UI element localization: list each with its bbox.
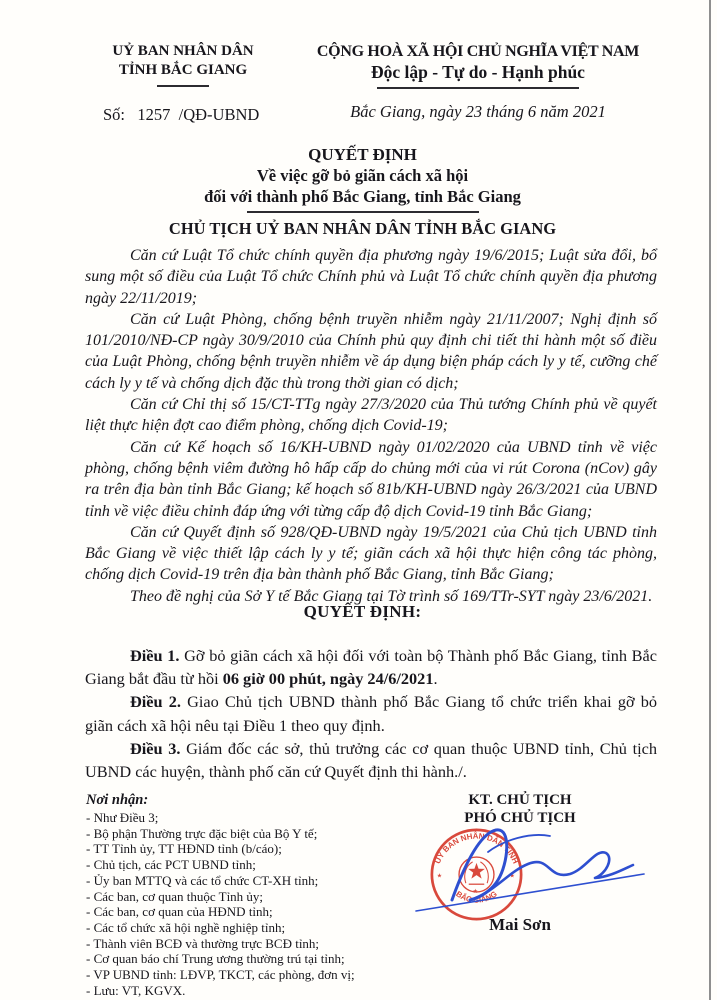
recital-paragraph: Căn cứ Luật Phòng, chống bệnh truyền nhiễm ngày 21/11/2007; Nghị định số 101/2010/NĐ-CP ngày 30/9/2010 của Chính phủ quy định chi tiết thi hành một số điều của Luật Phòng, chống bệnh truyền nhiễm về áp dụng biện pháp cách ly y tế, cưỡng chế cách ly y tế và chống dịch đặc thù trong thời gian có dịch; — [85, 310, 657, 392]
document-subject-line2: đối với thành phố Bắc Giang, tỉnh Bắc Giang — [204, 187, 521, 206]
issuer-title: CHỦ TỊCH UỶ BAN NHÂN DÂN TỈNH BẮC GIANG — [168, 219, 557, 238]
seal-text-top: UỶ BAN NHÂN DÂN TỈNH — [432, 831, 521, 866]
recipient-item: - Như Điều 3; — [86, 810, 159, 825]
recipients-heading: Nơi nhận: — [86, 792, 149, 808]
title-underline — [247, 211, 479, 213]
decision-heading: QUYẾT ĐỊNH: — [303, 602, 422, 621]
recipient-item: - Cơ quan báo chí Trung ương thường trú tại tỉnh; — [86, 951, 345, 967]
recipient-item: - Chủ tịch, các PCT UBND tỉnh; — [86, 857, 256, 873]
seal-star-right-icon: ★ — [509, 873, 515, 880]
article-label: Điều 3. — [130, 738, 181, 758]
recital-paragraph: Căn cứ Chỉ thị số 15/CT-TTg ngày 27/3/2020 của Thủ tướng Chính phủ về quyết liệt thực hiện đợt cao điểm phòng, chống dịch Covid-19; — [85, 396, 657, 435]
article-label: Điều 2. — [130, 692, 181, 712]
recipient-item: - Các ban, cơ quan thuộc Tỉnh ủy; — [86, 888, 264, 904]
seal-star-bottom-icon: ★ — [472, 888, 478, 895]
article-text: Giám đốc các sở, thủ trưởng các cơ quan thuộc UBND tỉnh, Chủ tịch UBND các huyện, thành phố căn cứ Quyết định thi hành./. — [85, 738, 657, 782]
handwritten-signature — [400, 812, 650, 922]
recital-paragraph: Căn cứ Kế hoạch số 16/KH-UBND ngày 01/02/2020 của UBND tỉnh về việc phòng, chống bệnh viêm đường hô hấp cấp do chủng mới của vi rút Corona (nCov) gây ra trên địa bàn tỉnh Bắc Giang; kế hoạch số 81b/KH-UBND ngày 26/3/2021 của UBND tỉnh về việc điều chỉnh đáp ứng với từng cấp độ dịch Covid-19 tỉnh Bắc Giang; — [85, 438, 657, 520]
document-type: QUYẾT ĐỊNH — [308, 145, 417, 164]
agency-name-line2: TỈNH BẮC GIANG — [118, 62, 248, 78]
article-text: Gỡ bỏ giãn cách xã hội đối với toàn bộ Thành phố Bắc Giang, tỉnh Bắc Giang bắt đầu từ hồi — [85, 646, 657, 689]
article-paragraph — [85, 690, 657, 736]
national-motto-block — [312, 42, 644, 89]
articles-section — [85, 644, 657, 783]
article-bold-text: 06 giờ 00 phút, ngày 24/6/2021 — [222, 669, 434, 689]
recipient-item: - Thành viên BCĐ và thường trực BCĐ tỉnh; — [86, 935, 320, 951]
recipient-item: - Lưu: VT, KGVX. — [86, 982, 186, 998]
recipients-list — [86, 810, 418, 998]
article-label: Điều 1. — [130, 646, 180, 665]
recipient-item: - Các ban, cơ quan của HĐND tỉnh; — [86, 904, 273, 920]
recitals-section — [85, 245, 657, 607]
recipient-item: - Ủy ban MTTQ và các tổ chức CT-XH tỉnh; — [86, 872, 319, 888]
page-edge-line — [709, 0, 711, 1000]
document-number: Số: 1257 /QĐ-UBND — [103, 105, 260, 124]
signing-authority-line2: PHÓ CHỦ TỊCH — [464, 810, 576, 826]
national-motto: Độc lập - Tự do - Hạnh phúc — [371, 62, 585, 82]
seal-text-bottom: BẮC GIANG — [454, 889, 499, 905]
recipients-section — [86, 792, 418, 998]
recipient-item: - Các tổ chức xã hội nghề nghiệp tỉnh; — [86, 919, 286, 935]
recital-paragraph: Căn cứ Quyết định số 928/QĐ-UBND ngày 19/5/2021 của Chủ tịch UBND tỉnh Bắc Giang về việc thiết lập cách ly y tế; giãn cách xã hội thực hiện công tác phòng, chống dịch Covid-19 trên địa bàn thành phố Bắc Giang, tỉnh Bắc Giang; — [85, 523, 657, 584]
recital-paragraph: Theo đề nghị của Sở Y tế Bắc Giang tại Tờ trình số 169/TTr-SYT ngày 23/6/2021. — [130, 587, 653, 605]
document-title-block — [80, 144, 645, 213]
place-and-date: Bắc Giang, ngày 23 tháng 6 năm 2021 — [350, 102, 606, 121]
motto-underline — [377, 87, 579, 89]
article-text: Giao Chủ tịch UBND thành phố Bắc Giang tổ chức triển khai gỡ bỏ giãn cách xã hội nêu tại Điều 1 theo quy định. — [85, 692, 657, 735]
signing-authority-line1: KT. CHỦ TỊCH — [468, 792, 572, 808]
agency-underline — [157, 85, 209, 87]
recital-paragraph: Căn cứ Luật Tổ chức chính quyền địa phương ngày 19/6/2015; Luật sửa đổi, bổ sung một số điều của Luật Tổ chức Chính phủ và Luật Tổ chức chính quyền địa phương ngày 22/11/2019; — [85, 247, 657, 307]
article-text-tail: . — [433, 669, 438, 689]
signer-name: Mai Sơn — [489, 915, 551, 934]
agency-name-line1: UỶ BAN NHÂN DÂN — [112, 43, 254, 59]
seal-star-left-icon: ★ — [436, 873, 442, 880]
article-paragraph — [85, 644, 657, 690]
recipient-item: - VP UBND tỉnh: LĐVP, TKCT, các phòng, đơn vị; — [86, 967, 355, 983]
recipient-item: - TT Tỉnh ủy, TT HĐND tỉnh (b/cáo); — [86, 841, 282, 857]
recipient-item: - Bộ phận Thường trực đặc biệt của Bộ Y tế; — [86, 825, 318, 841]
document-subject-line1: Về việc gỡ bỏ giãn cách xã hội — [256, 166, 469, 185]
article-paragraph — [85, 737, 657, 783]
issuing-agency-block — [90, 42, 276, 87]
country-name: CỘNG HOÀ XÃ HỘI CHỦ NGHĨA VIỆT NAM — [316, 43, 640, 60]
